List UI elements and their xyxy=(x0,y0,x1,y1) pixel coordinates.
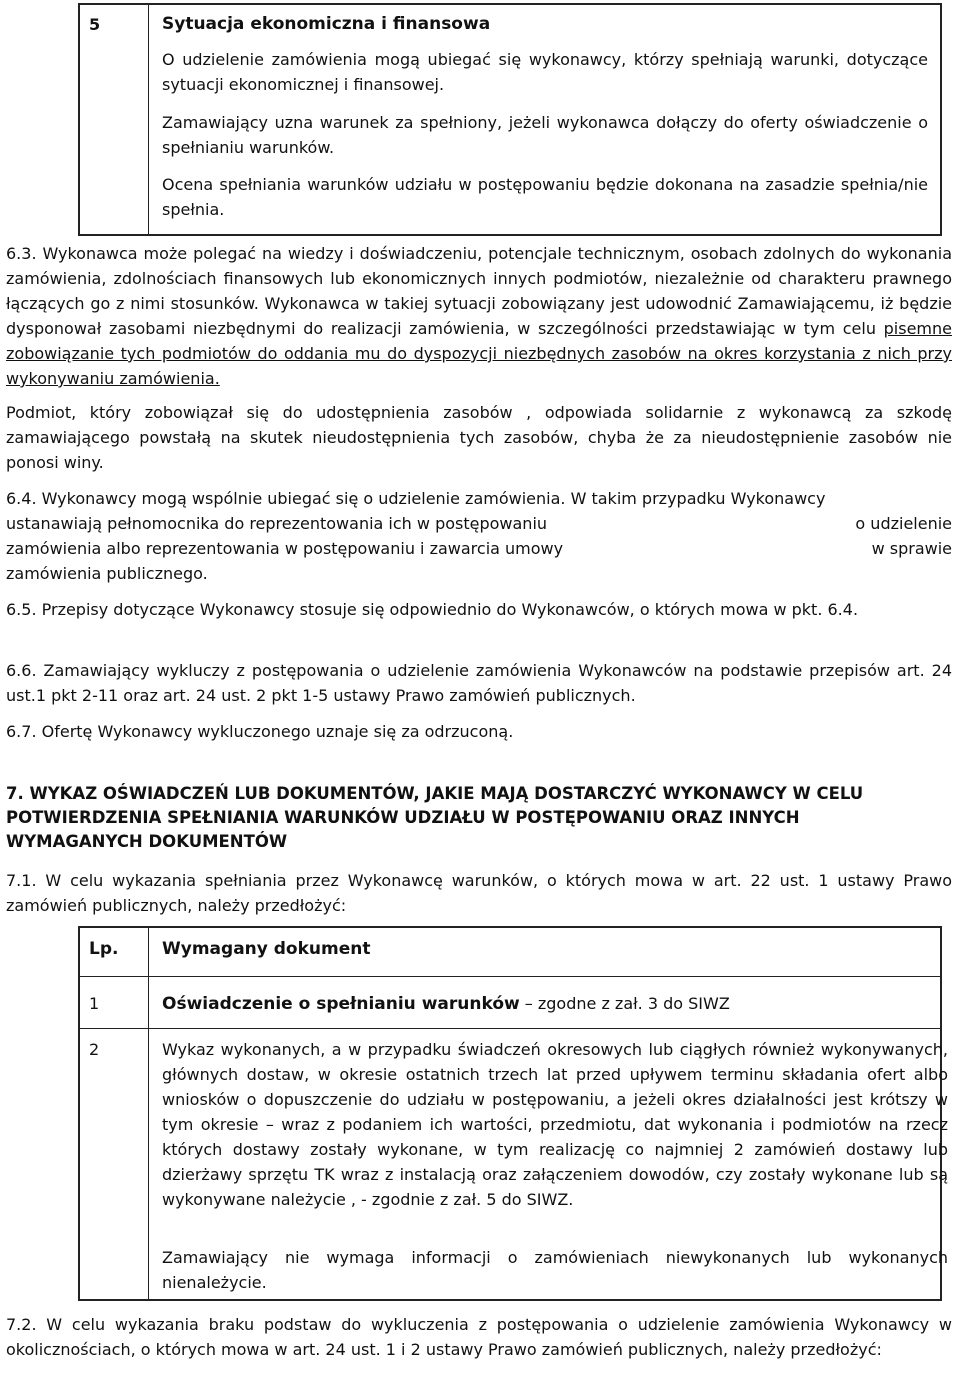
heading-7: 7. WYKAZ OŚWIADCZEŃ LUB DOKUMENTÓW, JAKIE MAJĄ DOSTARCZYĆ WYKONAWCY W CELU POTWIERDZENIA SPEŁNIANIA WARUNKÓW UDZIAŁU W POSTĘPOWANIU ORAZ INNYCH WYMAGANYCH DOKUMENTÓW xyxy=(6,784,864,851)
paragraph-6-4-line-3-right: w sprawie xyxy=(871,539,952,558)
paragraph-6-3-underlined: pisemne zobowiązanie tych podmiotów do oddania mu do dyspozycji niezbędnych zasobów na okres korzystania z nich przy wykonywaniu zamówienia. xyxy=(6,319,952,388)
paragraph-6-4-line-4: zamówienia publicznego. xyxy=(6,564,208,583)
paragraph-6-6: 6.6. Zamawiający wykluczy z postępowania o udzielenie zamówienia Wykonawców na podstawie przepisów art. 24 ust.1 pkt 2-11 oraz art. 24 ust. 2 pkt 1-5 ustawy Prawo zamówień publicznych. xyxy=(6,661,952,705)
table-row-2-text: Wykaz wykonanych, a w przypadku świadczeń okresowych lub ciągłych również wykonywanych, głównych dostaw, w okresie ostatnich trzech lat przed upływem terminu składania ofert albo wniosków o dopuszczenie do udziału w postępowaniu, a jeżeli okres działalności jest krótszy w tym okresie – wraz z podaniem ich wartości, przedmiotu, dat wykonania i podmiotów na rzecz których dostawy zostały wykonane, w tym realizację co najmniej 2 zamówień dostawy lub dzierżawy sprzętu TK wraz z instalacją oraz załączeniem dowodów, czy zostały wykonane lub są wykonywane należycie , - zgodnie z zał. 5 do SIWZ. xyxy=(162,1040,948,1209)
table-row-2-note: Zamawiający nie wymaga informacji o zamówieniach niewykonanych lub wykonanych nienależycie. xyxy=(162,1248,948,1292)
section5-column-divider xyxy=(148,4,149,235)
documents-table-row-divider-2 xyxy=(79,1028,941,1029)
paragraph-6-4-line-2-left: ustanawiają pełnomocnika do reprezentowania ich w postępowaniu xyxy=(6,514,548,533)
paragraph-7-2: 7.2. W celu wykazania braku podstaw do wykluczenia z postępowania o udzielenie zamówienia Wykonawcy w okolicznościach, o których mowa w art. 24 ust. 1 i 2 ustawy Prawo zamówień publicznych, należy przedłożyć: xyxy=(6,1315,952,1359)
paragraph-6-4-line-3-left: zamówienia albo reprezentowania w postępowaniu i zawarcia umowy xyxy=(6,539,564,558)
documents-table-column-divider xyxy=(148,927,149,1300)
paragraph-6-3-text: 6.3. Wykonawca może polegać na wiedzy i doświadczeniu, potencjale technicznym, osobach zdolnych do wykonania zamówienia, zdolnościach finansowych lub ekonomicznych innych podmiotów, niezależnie od charakteru prawnego łączących go z nimi stosunków. Wykonawca w takiej sytuacji zobowiązany jest udowodnić Zamawiającemu, iż będzie dysponował zasobami niezbędnymi do realizacji zamówienia, w szczególności przedstawiając w tym celu xyxy=(6,244,952,338)
table-row-1-text xyxy=(162,991,730,1017)
paragraph-6-7: 6.7. Ofertę Wykonawcy wykluczonego uznaje się za odrzuconą. xyxy=(6,722,514,741)
paragraph-6-4-line-2-right: o udzielenie xyxy=(855,514,952,533)
table-row-1-number: 1 xyxy=(89,994,100,1013)
table-row-1-bold: Oświadczenie o spełnianiu warunków xyxy=(162,994,520,1014)
paragraph-6-3 xyxy=(6,241,952,391)
table-row-2-number: 2 xyxy=(89,1040,100,1059)
table-header-document: Wymagany dokument xyxy=(162,939,371,959)
section5-paragraph-1: O udzielenie zamówienia mogą ubiegać się wykonawcy, którzy spełniają warunki, dotyczące sytuacji ekonomicznej i finansowej. xyxy=(162,50,928,94)
section5-number: 5 xyxy=(89,15,101,34)
table-header-lp: Lp. xyxy=(89,939,119,959)
paragraph-podmiot: Podmiot, który zobowiązał się do udostępnienia zasobów , odpowiada solidarnie z wykonawcą za szkodę zamawiającego powstałą na skutek nieudostępnienia tych zasobów, chyba że za nieudostępnienie zasobów nie ponosi winy. xyxy=(6,403,952,472)
paragraph-6-4-line-1: 6.4. Wykonawcy mogą wspólnie ubiegać się o udzielenie zamówienia. W takim przypadku Wykonawcy xyxy=(6,489,826,508)
section5-paragraph-2: Zamawiający uzna warunek za spełniony, jeżeli wykonawca dołączy do oferty oświadczenie o spełnianiu warunków. xyxy=(162,113,928,157)
paragraph-6-5: 6.5. Przepisy dotyczące Wykonawcy stosuje się odpowiednio do Wykonawców, o których mowa w pkt. 6.4. xyxy=(6,600,859,619)
table-row-1-rest: – zgodne z zał. 3 do SIWZ xyxy=(519,994,730,1013)
section5-title: Sytuacja ekonomiczna i finansowa xyxy=(162,14,491,34)
section5-paragraph-3: Ocena spełniania warunków udziału w postępowaniu będzie dokonana na zasadzie spełnia/nie spełnia. xyxy=(162,175,928,219)
paragraph-7-1: 7.1. W celu wykazania spełniania przez Wykonawcę warunków, o których mowa w art. 22 ust. 1 ustawy Prawo zamówień publicznych, należy przedłożyć: xyxy=(6,871,952,915)
documents-table-row-divider-1 xyxy=(79,976,941,977)
